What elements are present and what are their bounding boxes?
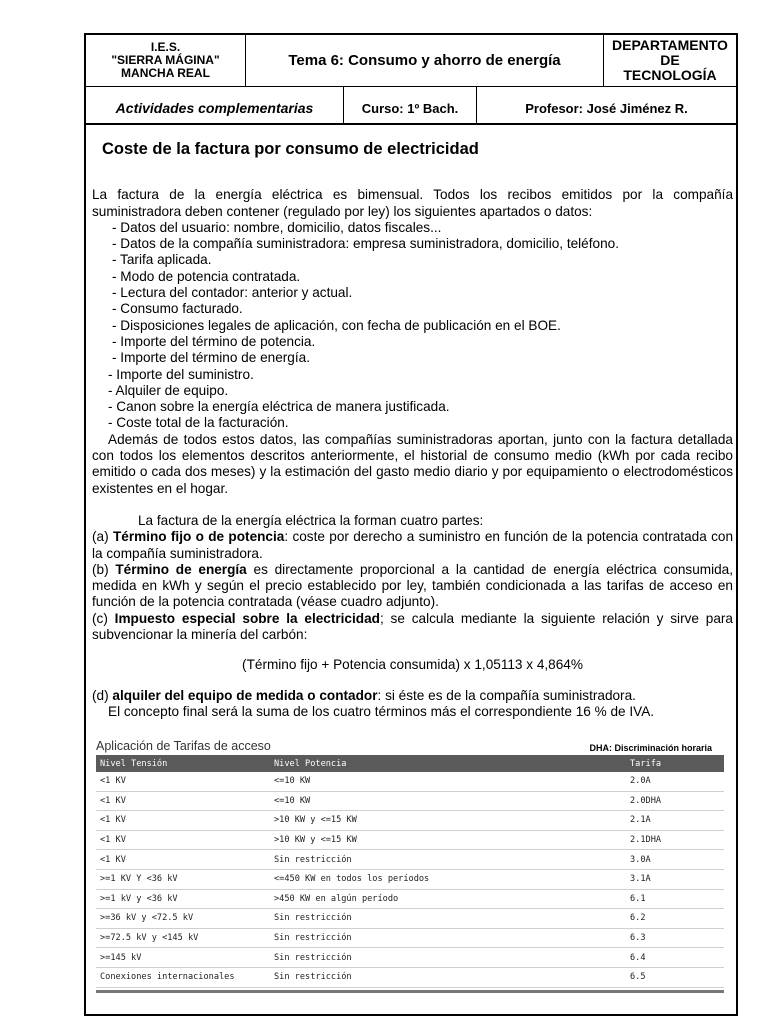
parts-intro: La factura de la energía eléctrica la forman cuatro partes: xyxy=(138,512,484,528)
document-page xyxy=(84,33,738,1016)
table-header-row xyxy=(96,755,724,772)
list-item: - Tarifa aplicada. xyxy=(112,252,212,268)
list-item: - Coste total de la facturación. xyxy=(108,415,289,431)
part-a xyxy=(92,529,733,562)
table-cell: <1 KV xyxy=(96,811,270,831)
bill-items-list xyxy=(92,220,733,367)
list-item: - Importe del suministro. xyxy=(108,366,254,382)
table-cell: >=72.5 kV y <145 kV xyxy=(96,928,270,948)
part-d-text: : si éste es de la compañía suministradora. xyxy=(377,687,636,703)
table-cell: >=1 kV y <36 kV xyxy=(96,889,270,909)
list-item: - Disposiciones legales de aplicación, con fecha de publicación en el BOE. xyxy=(112,317,561,333)
table-cell: <1 KV xyxy=(96,850,270,870)
table-cell: <=10 KW xyxy=(270,772,626,791)
activities-label: Actividades complementarias xyxy=(86,87,344,123)
extra-paragraph: Además de todos estos datos, las compañías suministradoras aportan, junto con la factura detallada con todos los elementos descritos anteriormente, el historial de consumo medio (kWh por cada recibo emitido o cada dos meses) y la estimación del gasto medio diario y por equipamiento o electrodomésticos existentes en el hogar. xyxy=(92,431,733,496)
column-header: Tarifa xyxy=(626,755,724,772)
table-cell: >=36 kV y <72.5 kV xyxy=(96,909,270,929)
part-a-term: Término fijo o de potencia xyxy=(112,529,285,545)
table-cell: 2.1A xyxy=(626,811,724,831)
table-cell: <1 KV xyxy=(96,830,270,850)
list-item: - Importe del término de energía. xyxy=(112,350,310,366)
list-item: - Consumo facturado. xyxy=(112,301,243,317)
part-a-text: : coste por derecho a suministro en función de la potencia contratada con la compañía suministradora. xyxy=(92,529,734,561)
tariff-table-note: DHA: Discriminación horaria xyxy=(589,743,712,753)
part-a-label: (a) xyxy=(92,529,113,545)
document-body xyxy=(92,135,733,720)
part-c-label: (c) xyxy=(92,610,115,626)
final-paragraph: El concepto final será la suma de los cuatro términos más el correspondiente 16 % de IVA. xyxy=(108,703,655,719)
list-item: - Datos del usuario: nombre, domicilio, datos fiscales... xyxy=(112,219,442,235)
table-cell: <=10 KW xyxy=(270,791,626,811)
table-row xyxy=(96,811,724,831)
tariff-table-header xyxy=(96,735,728,753)
part-b xyxy=(92,562,733,611)
column-header: Nivel Tensión xyxy=(96,755,270,772)
tariff-table-section xyxy=(96,735,728,993)
table-cell: <1 KV xyxy=(96,791,270,811)
table-cell: >=145 kV xyxy=(96,948,270,968)
part-d xyxy=(92,688,733,704)
document-header xyxy=(86,35,736,125)
list-item: - Datos de la compañía suministradora: empresa suministradora, domicilio, teléfono. xyxy=(112,236,619,252)
bill-items-list-2 xyxy=(92,367,733,432)
department-line-1: DEPARTAMENTO xyxy=(612,37,728,53)
part-b-term: Término de energía xyxy=(115,561,247,577)
document-title: Coste de la factura por consumo de electricidad xyxy=(102,140,479,158)
list-item: - Modo de potencia contratada. xyxy=(112,268,301,284)
part-c-text: ; se calcula mediante la siguiente relación y sirve para subvencionar la minería del carbón: xyxy=(92,610,733,643)
table-cell: >450 KW en algún período xyxy=(270,889,626,909)
table-cell: 6.1 xyxy=(626,889,724,909)
course-label: Curso: 1º Bach. xyxy=(344,87,477,123)
table-row xyxy=(96,967,724,987)
table-cell: Sin restricción xyxy=(270,850,626,870)
table-cell: 2.0A xyxy=(626,772,724,791)
table-cell: <=450 KW en todos los períodos xyxy=(270,869,626,889)
table-row xyxy=(96,791,724,811)
table-cell: 6.3 xyxy=(626,928,724,948)
part-d-term: alquiler del equipo de medida o contador xyxy=(112,687,378,703)
list-item: - Lectura del contador: anterior y actual. xyxy=(112,285,353,301)
table-cell: >10 KW y <=15 KW xyxy=(270,830,626,850)
table-row xyxy=(96,850,724,870)
table-cell: Sin restricción xyxy=(270,948,626,968)
part-d-label: (d) xyxy=(92,687,113,703)
school-line-1: I.E.S. xyxy=(150,40,181,54)
part-c xyxy=(92,611,733,644)
topic-title: Tema 6: Consumo y ahorro de energía xyxy=(246,35,604,87)
table-cell: Sin restricción xyxy=(270,967,626,987)
list-item: - Canon sobre la energía eléctrica de manera justificada. xyxy=(108,399,450,415)
tax-formula: (Término fijo + Potencia consumida) x 1,05113 x 4,864% xyxy=(242,657,583,673)
school-name xyxy=(86,35,246,87)
list-item: - Alquiler de equipo. xyxy=(108,382,229,398)
column-header: Nivel Potencia xyxy=(270,755,626,772)
part-c-term: Impuesto especial sobre la electricidad xyxy=(114,610,380,626)
table-cell: 6.2 xyxy=(626,909,724,929)
department-line-2: DE xyxy=(660,52,680,68)
teacher-label: Profesor: José Jiménez R. xyxy=(525,100,688,116)
table-cell: >=1 KV Y <36 kV xyxy=(96,869,270,889)
table-row xyxy=(96,869,724,889)
table-cell: 3.1A xyxy=(626,869,724,889)
table-bottom-rule xyxy=(96,990,724,993)
tariff-table-title: Aplicación de Tarifas de acceso xyxy=(96,739,271,753)
intro-paragraph: La factura de la energía eléctrica es bimensual. Todos los recibos emitidos por la compañía suministradora deben contener (regulado por ley) los siguientes apartados o datos: xyxy=(92,187,733,219)
list-item: - Importe del término de potencia. xyxy=(112,333,316,349)
table-cell: 6.4 xyxy=(626,948,724,968)
part-b-text: es directamente proporcional a la cantidad de energía eléctrica consumida, medida en kWh y según el precio establecido por ley, también condicionada a las tarifas de acceso en función de la potencia contratada (véase cuadro adjunto). xyxy=(92,561,733,610)
table-cell: 2.0DHA xyxy=(626,791,724,811)
table-cell: 6.5 xyxy=(626,967,724,987)
table-row xyxy=(96,889,724,909)
table-cell: 3.0A xyxy=(626,850,724,870)
part-b-label: (b) xyxy=(92,561,116,577)
table-cell: Conexiones internacionales xyxy=(96,967,270,987)
table-cell: Sin restricción xyxy=(270,928,626,948)
table-row xyxy=(96,772,724,791)
table-cell: 2.1DHA xyxy=(626,830,724,850)
table-cell: >10 KW y <=15 KW xyxy=(270,811,626,831)
department-name xyxy=(604,35,736,87)
table-cell: <1 KV xyxy=(96,772,270,791)
school-line-2: "SIERRA MÁGINA" xyxy=(111,53,220,67)
table-row xyxy=(96,928,724,948)
school-line-3: MANCHA REAL xyxy=(121,66,210,80)
department-line-3: TECNOLOGÍA xyxy=(623,67,717,83)
table-row xyxy=(96,830,724,850)
table-cell: Sin restricción xyxy=(270,909,626,929)
tariff-table xyxy=(96,755,724,988)
table-row xyxy=(96,948,724,968)
table-row xyxy=(96,909,724,929)
